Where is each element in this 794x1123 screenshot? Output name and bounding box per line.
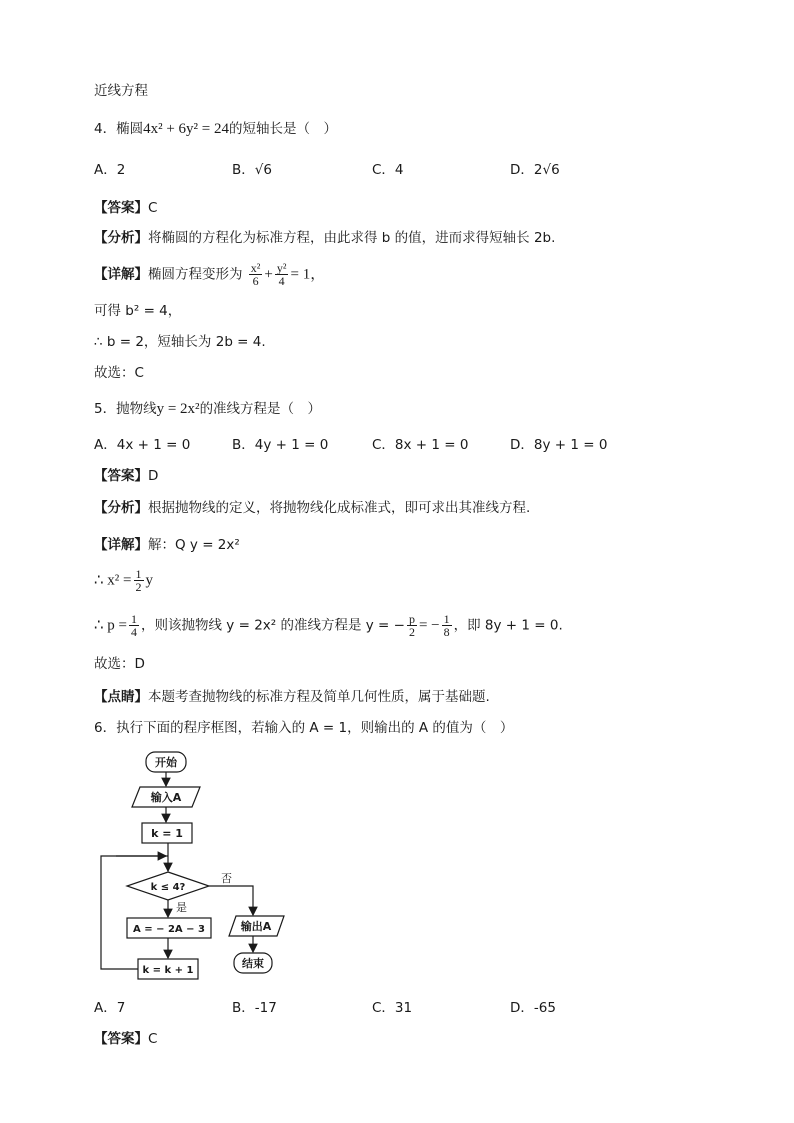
q4-detail-eq-tail: = 1， bbox=[290, 266, 326, 283]
q4-analysis-text: 将椭圆的方程化为标准方程，由此求得 b 的值，进而求得短轴长 2b. bbox=[148, 230, 556, 246]
q4-choose: 故选：C bbox=[94, 365, 144, 381]
q5-step1-pre: ∴ x² = bbox=[94, 572, 132, 589]
q5-detail bbox=[94, 536, 240, 554]
q6-answer bbox=[94, 1030, 157, 1048]
q5-option-b: B．4y + 1 = 0 bbox=[232, 437, 329, 453]
q5-step2-mid2: = − bbox=[418, 617, 440, 634]
q4-answer-value: C bbox=[148, 200, 158, 216]
flow-incr-label: k = k + 1 bbox=[142, 965, 194, 976]
q4-step1: 可得 b² = 4， bbox=[94, 303, 182, 319]
q5-step1-frac: $\frac{1}{2}$ bbox=[135, 567, 142, 594]
q6-option-a: A．7 bbox=[94, 1000, 126, 1016]
q4-stem bbox=[94, 120, 337, 138]
q5-answer bbox=[94, 467, 158, 485]
answer-tag: 【答案】 bbox=[94, 468, 148, 484]
q5-tail: 的准线方程是（ ） bbox=[199, 401, 322, 417]
q5-step2-post: ，即 8y + 1 = 0. bbox=[453, 617, 563, 634]
q6-option-b: B．-17 bbox=[232, 1000, 277, 1016]
q5-comment-text: 本题考查抛物线的标准方程及简单几何性质，属于基础题. bbox=[148, 689, 490, 705]
q6-option-c: C．31 bbox=[372, 1000, 413, 1016]
flow-start-label: 开始 bbox=[155, 756, 177, 769]
q5-step1-post: y bbox=[145, 572, 153, 589]
q5-choose: 故选：D bbox=[94, 656, 145, 672]
q5-analysis bbox=[94, 499, 530, 517]
q4-detail-text: 椭圆方程变形为 bbox=[148, 266, 243, 283]
q5-comment bbox=[94, 688, 490, 706]
q4-analysis bbox=[94, 229, 555, 247]
q6-answer-value: C bbox=[148, 1031, 158, 1047]
q5-answer-value: D bbox=[148, 468, 159, 484]
carryover-text: 近线方程 bbox=[94, 83, 148, 99]
q4-frac-x: $\frac{\text{x²}}{6}$ bbox=[250, 261, 261, 288]
flow-input-label: 输入A bbox=[150, 791, 182, 804]
q4-equation: 4x² + 6y² = 24 bbox=[143, 121, 230, 137]
q4-option-a: A．2 bbox=[94, 162, 126, 178]
answer-tag: 【答案】 bbox=[94, 1031, 148, 1047]
flow-output-label: 输出A bbox=[240, 920, 272, 933]
analysis-tag: 【分析】 bbox=[94, 230, 148, 246]
q5-step2-pre: ∴ p = bbox=[94, 617, 128, 634]
q6-flowchart bbox=[96, 748, 296, 988]
q4-option-d: D．2√6 bbox=[510, 162, 560, 178]
answer-tag: 【答案】 bbox=[94, 200, 148, 216]
q5-option-a: A．4x + 1 = 0 bbox=[94, 437, 191, 453]
q4-number: 4．椭圆 bbox=[94, 121, 144, 137]
analysis-tag: 【分析】 bbox=[94, 500, 148, 516]
q5-step2-frac3: $\frac{1}{8}$ bbox=[443, 612, 450, 639]
q5-option-c: C．8x + 1 = 0 bbox=[372, 437, 469, 453]
q6-option-d: D．-65 bbox=[510, 1000, 556, 1016]
q5-step2-frac1: $\frac{1}{4}$ bbox=[131, 612, 138, 639]
q4-answer bbox=[94, 199, 157, 217]
flow-cond-label: k ≤ 4? bbox=[150, 882, 186, 893]
q5-analysis-text: 根据抛物线的定义，将抛物线化成标准式，即可求出其准线方程. bbox=[148, 500, 531, 516]
q5-number: 5．抛物线 bbox=[94, 401, 157, 417]
q4-option-c: C．4 bbox=[372, 162, 404, 178]
q5-option-d: D．8y + 1 = 0 bbox=[510, 437, 608, 453]
q5-stem bbox=[94, 400, 321, 418]
detail-tag: 【详解】 bbox=[94, 537, 148, 553]
flow-assign-label: A = − 2A − 3 bbox=[133, 924, 205, 935]
flow-end-label: 结束 bbox=[242, 957, 264, 970]
flow-yes-label: 是 bbox=[176, 901, 187, 914]
q4-option-b: B．√6 bbox=[232, 162, 272, 178]
comment-tag: 【点睛】 bbox=[94, 689, 148, 705]
flow-no-label: 否 bbox=[221, 872, 232, 885]
q5-step2 bbox=[94, 613, 563, 643]
detail-tag: 【详解】 bbox=[94, 266, 148, 283]
q5-step2-frac2: $\frac{p}{2}$ bbox=[408, 612, 415, 639]
q4-tail: 的短轴长是（ ） bbox=[229, 121, 338, 137]
q4-detail: 【详解】椭圆方程变形为 $\frac{\text{x²}}{6}$ + $\frac{\text{y²}}{4}$ = 1， bbox=[94, 261, 326, 288]
q5-equation: y = 2x² bbox=[156, 401, 200, 417]
q6-stem: 6．执行下面的程序框图，若输入的 A = 1，则输出的 A 的值为（ ） bbox=[94, 720, 514, 736]
q4-frac-y: $\frac{\text{y²}}{4}$ bbox=[276, 261, 287, 288]
q5-step1 bbox=[94, 568, 153, 598]
q4-step2: ∴ b = 2，短轴长为 2b = 4. bbox=[94, 334, 266, 350]
flow-init-label: k = 1 bbox=[151, 827, 183, 840]
q5-step2-mid: ，则该抛物线 y = 2x² 的准线方程是 y = − bbox=[141, 617, 405, 634]
q5-detail-text: 解：Q y = 2x² bbox=[148, 537, 240, 553]
